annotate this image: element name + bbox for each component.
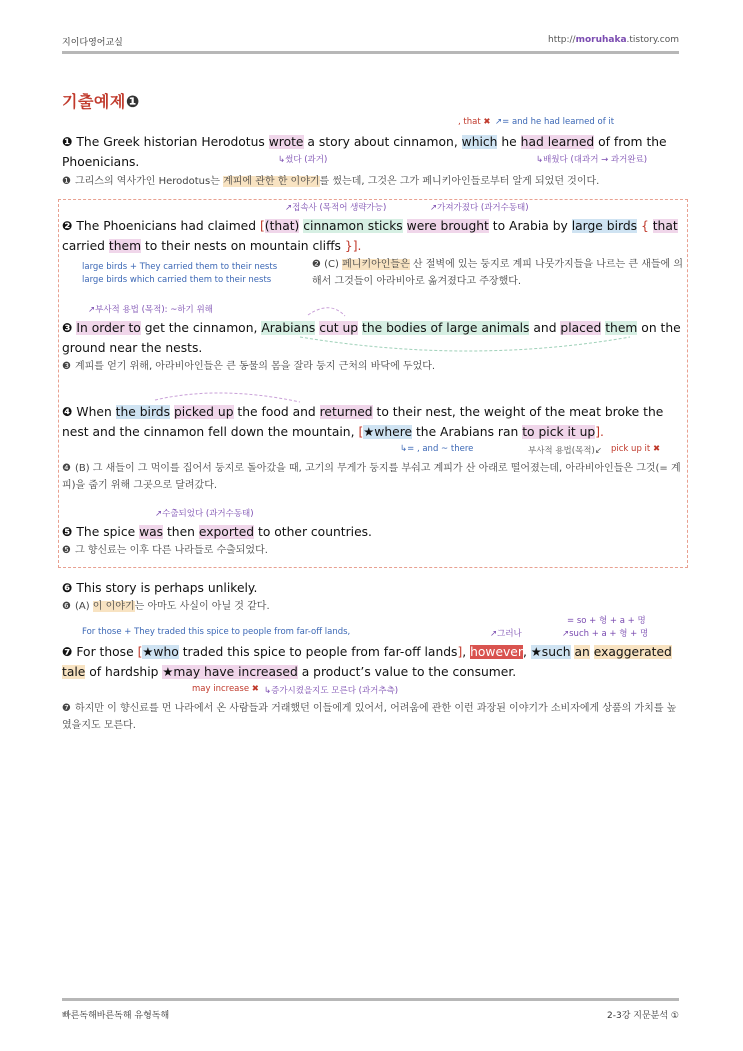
translation-7: ❼ 하지만 이 향신료를 먼 나라에서 온 사람들과 거래했던 이들에게 있어서, 어려움에 관한 이런 과장된 이야기가 소비자에게 상품의 가치를 높였을지도 모른다. — [62, 703, 677, 731]
sentence-5: ❺ The spice was then exported to other countries. — [62, 525, 372, 539]
note-purpose-2: 부사적 용법(목적)↙ — [528, 446, 602, 456]
note-purpose-1: ↗부사적 용법 (목적): ~하기 위해 — [88, 305, 213, 315]
translation-3: ❸ 계피를 얻기 위해, 아라비아인들은 큰 동물의 몸을 잘라 둥지 근처의 바닥에 두었다. — [62, 361, 436, 372]
footer-rule — [62, 998, 679, 1001]
header-brand: 지이다영어교실 — [62, 38, 123, 48]
translation-5: ❺ 그 향신료는 이후 다른 나라들로 수출되었다. — [62, 545, 268, 556]
note-may-increase: may increase ✖ — [192, 684, 259, 694]
sentence-7: ❼ For those [★who traded this spice to people from far-off lands], however, ★such an exaggerated tale of hardship ★may have increased a product’s value to the consumer. — [62, 645, 672, 679]
header-url[interactable]: http://moruhaka.tistory.com — [548, 35, 679, 45]
footer-book: 빠른독해바른독해 유형독해 — [62, 1011, 170, 1021]
note-increased: ↳증가시켰을지도 모른다 (과거추측) — [264, 686, 399, 696]
sentence-4: ❹ When the birds picked up the food and returned to their nest, the weight of the meat broke the nest and the cinnamon fell down the mountain, [★where the Arabians ran to pick it up]. — [62, 405, 664, 439]
note-relative-2: For those + They traded this spice to people from far-off lands, — [82, 627, 351, 637]
note-pick-up: pick up it ✖ — [611, 444, 661, 454]
translation-6: ❻ (A) 이 이야기는 아마도 사실이 아닐 것 같다. — [62, 601, 270, 612]
note-however: ↗그러나 — [490, 629, 522, 639]
note-and: ↗= and he had learned of it — [495, 117, 615, 127]
sentence-2: ❷ The Phoenicians had claimed [(that) cinnamon sticks were brought to Arabia by large birds { that carried them to their nests on mountain cliffs }]. — [62, 219, 678, 253]
note-such: ↗such + a + 형 + 명 — [562, 629, 649, 639]
footer-lesson: 2-3강 지문분석 ① — [607, 1011, 679, 1021]
translation-2: ❷ (C) 페니키아인들은 산 절벽에 있는 둥지로 계피 나뭇가지들을 나르는 큰 새들에 의해서 그것들이 아라비아로 옮겨졌다고 주장했다. — [312, 259, 684, 287]
page-footer — [62, 1008, 679, 1021]
note-so: = so + 형 + a + 명 — [567, 616, 646, 626]
note-ellipsis: ↗접속사 (목적어 생략가능) — [285, 203, 387, 213]
note-relative-1: large birds + They carried them to their nests large birds which carried them to their nests — [82, 262, 278, 285]
note-learned: ↳배웠다 (대과거 → 과거완료) — [536, 155, 648, 165]
translation-1: ❶ 그리스의 역사가인 Herodotus는 계피에 관한 한 이야기를 썼는데, 그것은 그가 페니키아인들로부터 알게 되었던 것이다. — [62, 176, 600, 187]
translation-4: ❹ (B) 그 새들이 그 먹이를 집어서 둥지로 돌아갔을 때, 고기의 무게가 둥지를 부숴고 계피가 산 아래로 떨어졌는데, 아라비아인들은 그것(= 계피)을 줍기 위해 그곳으로 달려갔다. — [62, 463, 681, 491]
sentence-6: ❻ This story is perhaps unlikely. — [62, 581, 258, 595]
page-title: 기출예제❶ — [62, 92, 140, 111]
note-that: , that ✖ — [458, 117, 491, 127]
sentence-3: ❸ In order to get the cinnamon, Arabians cut up the bodies of large animals and placed them on the ground near the nests. — [62, 321, 681, 355]
note-wrote: ↳썼다 (과거) — [278, 155, 328, 165]
sentence-1: ❶ The Greek historian Herodotus wrote a story about cinnamon, which he had learned of from the Phoenicians. — [62, 135, 667, 169]
note-brought: ↗가져가졌다 (과거수동태) — [430, 203, 529, 213]
note-where: ↳= , and ~ there — [400, 444, 474, 454]
note-exported: ↗수출되었다 (과거수동태) — [155, 509, 254, 519]
